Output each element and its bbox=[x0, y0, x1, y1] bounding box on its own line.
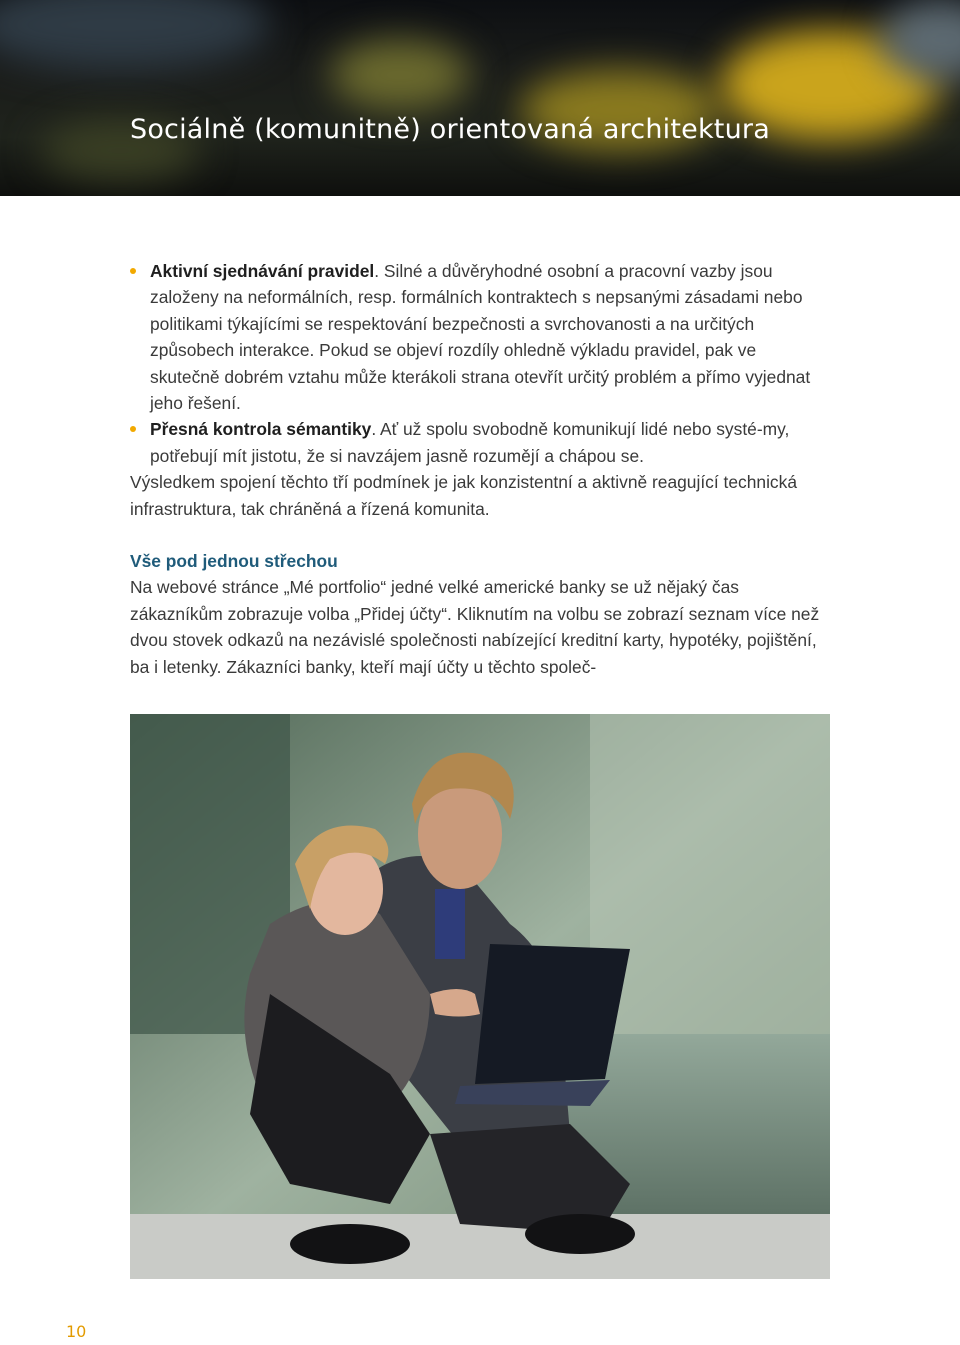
section-heading: Vše pod jednou střechou bbox=[130, 551, 338, 572]
article-body bbox=[130, 258, 830, 680]
bullet-text: . Ať už spolu svobodně komunikují lidé nebo systé-my, potřebují mít jistotu, že si navzájem jasně rozumějí a chápou se. bbox=[150, 419, 790, 466]
page-title: Sociálně (komunitně) orientovaná architektura bbox=[130, 114, 770, 145]
bullet-text: . Silné a důvěryhodné osobní a pracovní vazby jsou založeny na neformálních, resp. formálních kontraktech s nepsanými zásadami nebo politikami týkajícími se respektování bezpečnosti a svrchovanosti a na určitých způsobech interakce. Pokud se objeví rozdíly ohledně výkladu pravidel, pak ve skutečně dobrém vztahu může kterákoli strana otevřít určitý problém a přímo vyjednat jeho řešení. bbox=[150, 261, 811, 414]
bullet-icon bbox=[130, 426, 136, 432]
header-banner bbox=[0, 0, 960, 196]
page-number: 10 bbox=[66, 1322, 87, 1341]
summary-paragraph: Výsledkem spojení těchto tří podmínek je jak konzistentní a aktivně reagující technická infrastruktura, tak chráněná a řízená komunita. bbox=[130, 472, 797, 519]
bullet-lead: Přesná kontrola sémantiky bbox=[150, 419, 372, 440]
list-item bbox=[130, 258, 830, 416]
business-people-laptop-photo bbox=[130, 714, 830, 1279]
bullet-list bbox=[130, 258, 830, 469]
list-item bbox=[130, 416, 830, 469]
section-paragraph: Na webové stránce „Mé portfolio“ jedné velké americké banky se už nějaký čas zákazníkům zobrazuje volba „Přidej účty“. Kliknutím na volbu se zobrazí seznam více než dvou stovek odkazů na nezávislé společnosti nabízející kreditní karty, hypotéky, pojištění, ba i letenky. Zákazníci banky, kteří mají účty u těchto společ- bbox=[130, 577, 820, 677]
bullet-lead: Aktivní sjednávání pravidel bbox=[150, 261, 375, 281]
bullet-icon bbox=[130, 268, 136, 274]
